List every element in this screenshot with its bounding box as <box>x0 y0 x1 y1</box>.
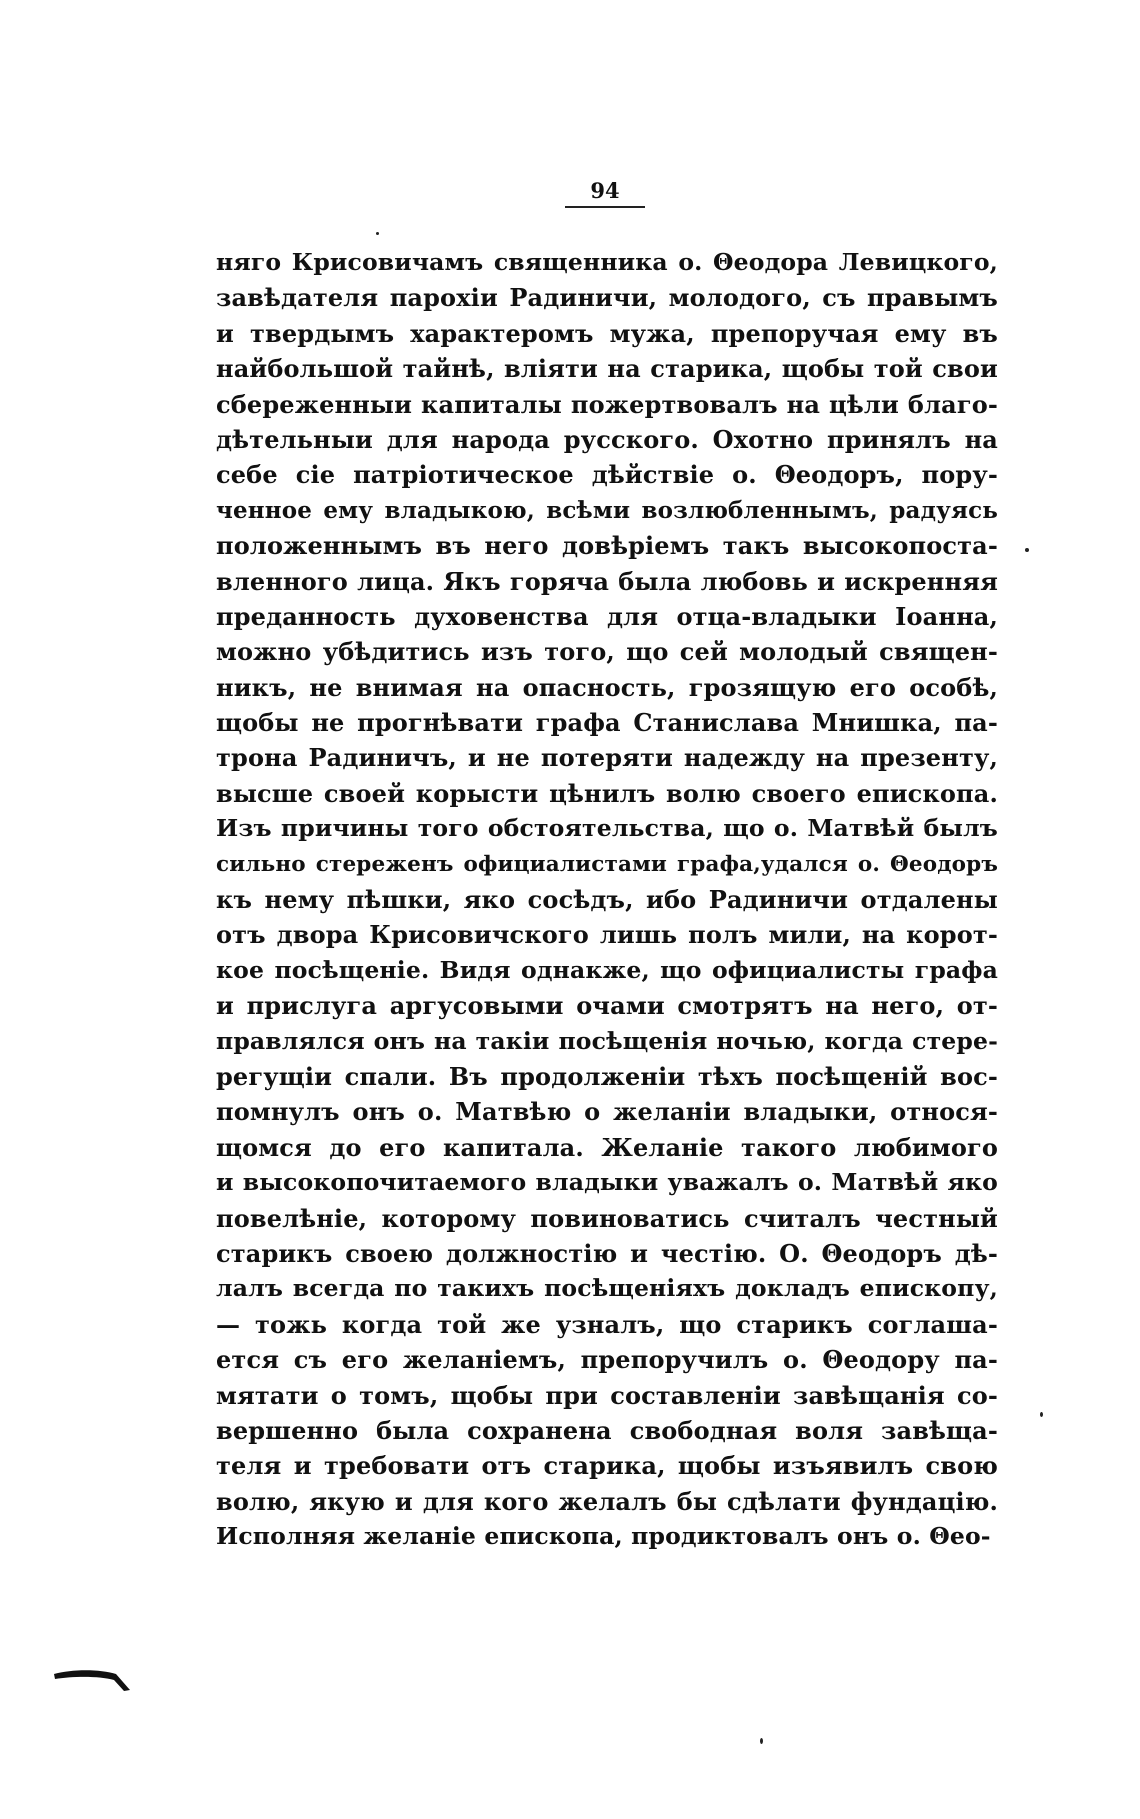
text-line: мятати о томъ, щобы при составленіи завѣщанія со- <box>216 1380 998 1410</box>
text-line: къ нему пѣшки, яко сосѣдъ, ибо Радиничи отдалены <box>216 885 998 915</box>
page-number: 94 <box>590 178 620 203</box>
text-line: найбольшой тайнѣ, вліяти на старика, щобы той свои <box>216 354 998 384</box>
text-line: преданность духовенства для отца-владыки Іоанна, <box>216 601 998 631</box>
text-line: сбереженныи капиталы пожертвовалъ на цѣли благо- <box>216 389 998 419</box>
text-line: дѣтельныи для народа русского. Охотно принялъ на <box>216 424 998 454</box>
scan-speck <box>1040 1412 1043 1417</box>
text-line: ченное ему владыкою, всѣми возлюбленнымъ, радуясь <box>216 496 998 524</box>
text-line: правлялся онъ на такіи посѣщенія ночью, когда стере- <box>216 1026 998 1055</box>
text-line: няго Крисовичамъ священника о. Θеодора Левицкого, <box>216 248 998 276</box>
text-line: теля и требовати отъ старика, щобы изъявилъ свою <box>216 1451 998 1481</box>
text-line: щомся до его капитала. Желаніе такого любимого <box>216 1132 998 1162</box>
body-text <box>216 245 998 1554</box>
text-line: ется съ его желаніемъ, препоручилъ о. Θеодору па- <box>216 1345 998 1375</box>
text-line: и прислуга аргусовыми очами смотрятъ на него, от- <box>216 991 998 1021</box>
scan-speck <box>1025 548 1029 552</box>
text-line: трона Радиничъ, и не потеряти надежду на презенту, <box>216 743 998 773</box>
text-line: себе сіе патріотическое дѣйствіе о. Θеодоръ, пору- <box>216 460 998 490</box>
page-number-rule <box>565 206 645 208</box>
text-line: Изъ причины того обстоятельства, що о. Матвѣй былъ <box>216 814 998 843</box>
scan-speck <box>760 1738 763 1744</box>
scan-mark-icon <box>52 1660 132 1700</box>
text-line: никъ, не внимая на опасность, грозящую его особѣ, <box>216 672 998 702</box>
scan-speck <box>376 232 379 235</box>
text-line: можно убѣдитись изъ того, що сей молодый священ- <box>216 637 998 667</box>
text-line: и твердымъ характеромъ мужа, препоручая ему въ <box>216 318 998 348</box>
text-line: вершенно была сохранена свободная воля завѣща- <box>216 1415 998 1445</box>
text-line: лалъ всегда по такихъ посѣщеніяхъ докладъ епископу, <box>216 1274 998 1303</box>
text-line: Исполняя желаніе епископа, продиктовалъ онъ о. Θео- <box>216 1522 991 1551</box>
text-line: завѣдателя парохіи Радиничи, молодого, съ правымъ <box>216 283 998 313</box>
text-line: и высокопочитаемого владыки уважалъ о. Матвѣй яко <box>216 1168 998 1197</box>
text-line: регущіи спали. Въ продолженіи тѣхъ посѣщеній вос- <box>216 1061 998 1091</box>
text-line: высше своей корысти цѣнилъ волю своего епископа. <box>216 778 998 808</box>
text-line: кое посѣщеніе. Видя однакже, що официалисты графа <box>216 955 998 984</box>
text-line: помнулъ онъ о. Матвѣю о желаніи владыки, относя- <box>216 1097 998 1127</box>
text-line: положеннымъ въ него довѣріемъ такъ высокопоста- <box>216 531 998 561</box>
text-line: вленного лица. Якъ горяча была любовь и искренняя <box>216 566 998 596</box>
text-line: сильно стереженъ официалистами графа,удался о. Θеодоръ <box>216 851 998 877</box>
text-line: повелѣніе, которому повиноватись считалъ честный <box>216 1203 998 1233</box>
text-line: волю, якую и для кого желалъ бы сдѣлати фундацію. <box>216 1486 998 1516</box>
text-line: — тожь когда той же узналъ, що старикъ соглаша- <box>216 1309 998 1339</box>
text-line: щобы не прогнѣвати графа Станислава Мнишка, па- <box>216 708 998 738</box>
text-line: отъ двора Крисовичского лишь полъ мили, на корот- <box>216 920 998 950</box>
text-line: старикъ своею должностію и честію. О. Θеодоръ дѣ- <box>216 1238 998 1268</box>
